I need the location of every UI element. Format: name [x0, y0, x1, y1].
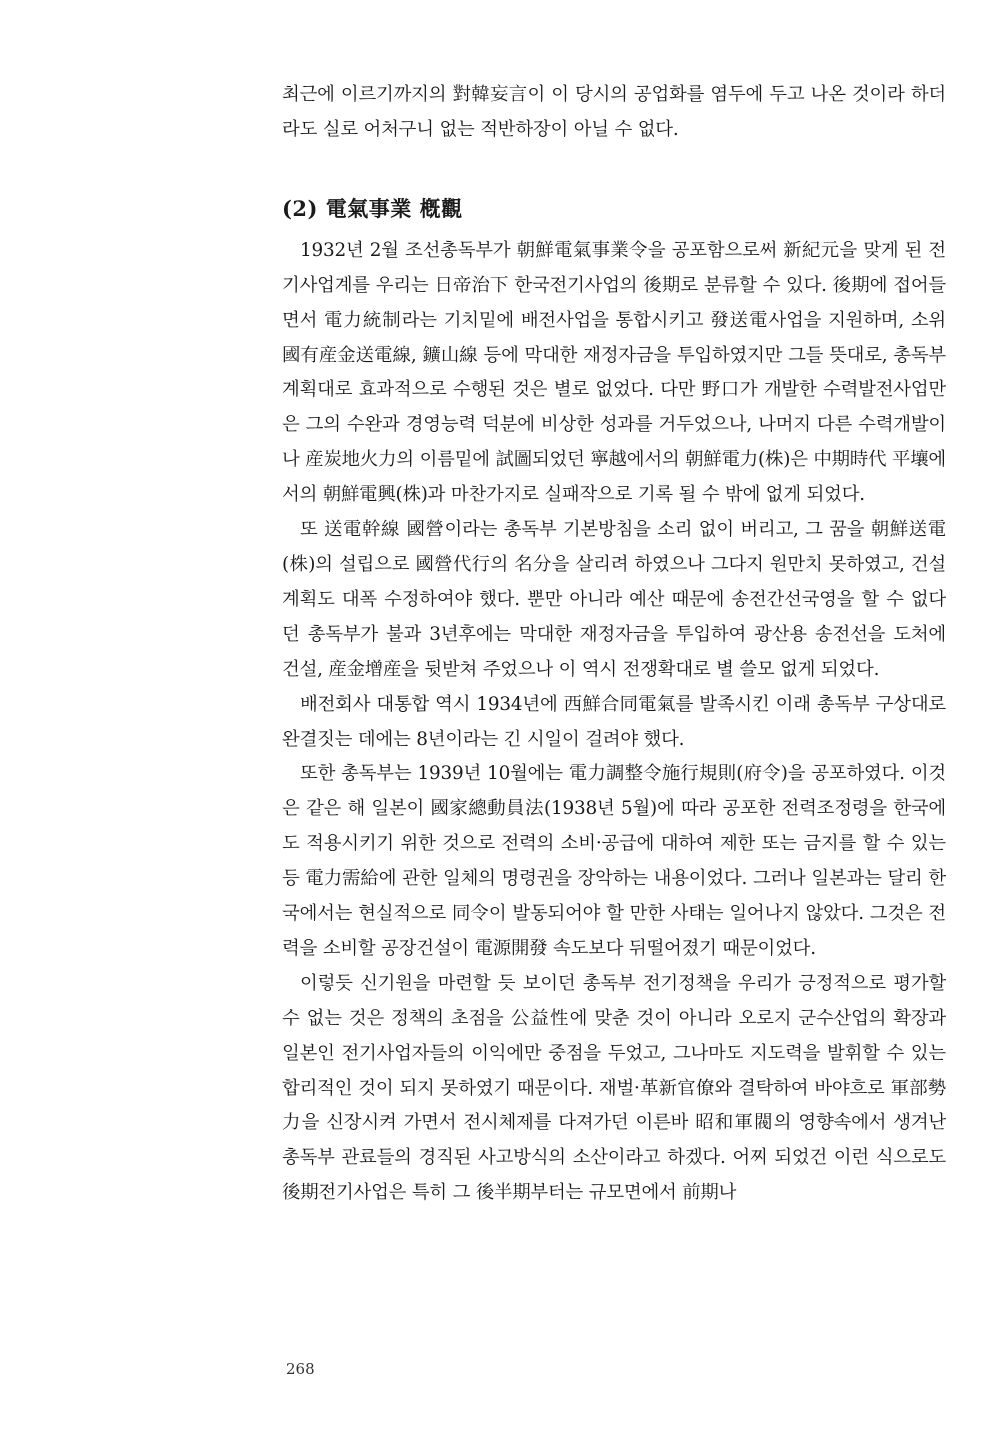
paragraph-3: 배전회사 대통합 역시 1934년에 西鮮合同電氣를 발족시킨 이래 총독부 구상대로 완결짓는 데에는 8년이라는 긴 시일이 걸려야 했다.: [282, 693, 946, 750]
paragraph-5: 이렇듯 신기원을 마련할 듯 보이던 총독부 전기정책을 우리가 긍정적으로 평가할 수 없는 것은 정책의 초점을 公益性에 맞춘 것이 아니라 오로지 군수산업의 확장과 일본인 전기사업자들의 이익에만 중점을 두었고, 그나마도 지도력을 발휘할 수 있는 합리적인 것이 되지 못하였기 때문이다. 재벌·革新官僚와 결탁하여 바야흐로 軍部勢力을 신장시켜 가면서 전시체제를 다져가던 이른바 昭和軍閥의 영향속에서 생겨난 총독부 관료들의 경직된 사고방식의 소산이라고 하겠다. 어찌 되었건 이런 식으로도 後期전기사업은 특히 그 後半期부터는 규모면에서 前期나: [282, 972, 946, 1204]
paragraph-2: 또 送電幹線 國營이라는 총독부 기본방침을 소리 없이 버리고, 그 꿈을 朝鮮送電(株)의 설립으로 國營代行의 名分을 살리려 하였으나 그다지 원만치 못하였고, 건설계획도 대폭 수정하여야 했다. 뿐만 아니라 예산 때문에 송전간선국영을 할 수 없다던 총독부가 불과 3년후에는 막대한 재정자금을 투입하여 광산용 송전선을 도처에 건설, 産金增産을 뒷받쳐 주었으나 이 역시 전쟁확대로 별 쓸모 없게 되었다.: [282, 519, 946, 680]
intro-paragraph: 최근에 이르기까지의 對韓妄言이 이 당시의 공업화를 염두에 두고 나온 것이라 하더라도 실로 어처구니 없는 적반하장이 아닐 수 없다.: [282, 84, 946, 140]
page-number: 268: [286, 1360, 315, 1378]
paragraph-1: 1932년 2월 조선총독부가 朝鮮電氣事業令을 공포함으로써 新紀元을 맞게 된 전기사업계를 우리는 日帝治下 한국전기사업의 後期로 분류할 수 있다. 後期에 접어들면서 電力統制라는 기치밑에 배전사업을 통합시키고 發送電사업을 지원하며, 소위 國有産金送電線, 鑛山線 등에 막대한 재정자금을 투입하였지만 그들 뜻대로, 총독부계획대로 효과적으로 수행된 것은 별로 없었다. 다만 野口가 개발한 수력발전사업만은 그의 수완과 경영능력 덕분에 비상한 성과를 거두었으나, 나머지 다른 수력개발이나 産炭地火力의 이름밑에 試圖되었던 寧越에서의 朝鮮電力(株)은 中期時代 平壤에서의 朝鮮電興(株)과 마찬가지로 실패작으로 기록 될 수 밖에 없게 되었다.: [282, 239, 946, 506]
paragraph-4: 또한 총독부는 1939년 10월에는 電力調整令施行規則(府令)을 공포하였다. 이것은 같은 해 일본이 國家總動員法(1938년 5월)에 따라 공포한 전력조정령을 한국에도 적용시키기 위한 것으로 전력의 소비·공급에 대하여 제한 또는 금지를 할 수 있는 등 電力需給에 관한 일체의 명령권을 장악하는 내용이었다. 그러나 일본과는 달리 한국에서는 현실적으로 同令이 발동되어야 할 만한 사태는 일어나지 않았다. 그것은 전력을 소비할 공장건설이 電源開發 속도보다 뒤떨어졌기 때문이었다.: [282, 763, 946, 959]
body-text: [282, 78, 946, 1211]
section-heading: (2) 電氣事業 槪觀: [282, 195, 463, 221]
